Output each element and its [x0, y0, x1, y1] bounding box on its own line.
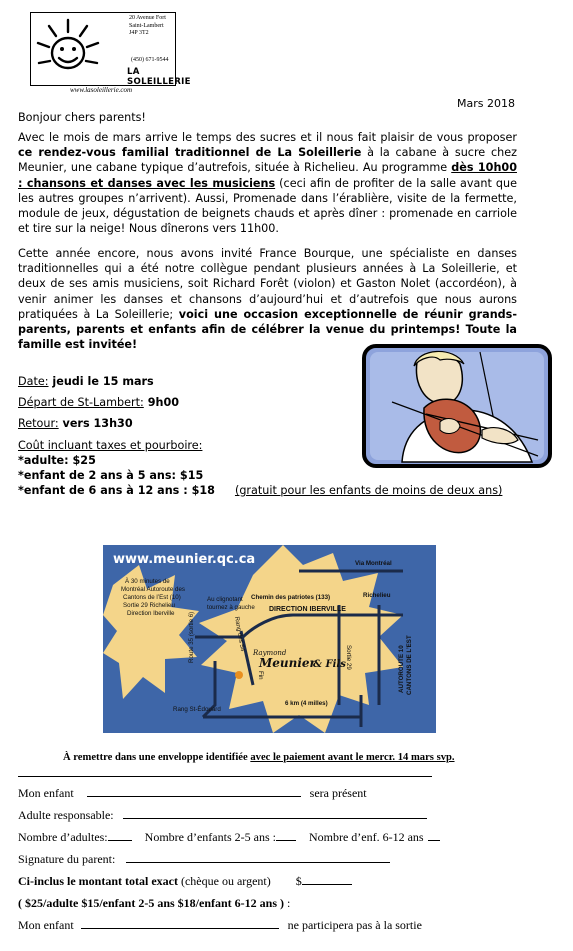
- map-direction-line: Direction Iberville: [127, 610, 175, 617]
- sun-face-icon: [35, 17, 101, 83]
- label-sera-present: sera présent: [309, 786, 367, 800]
- form-line-adulte: [18, 808, 427, 823]
- map-sortie-label: Sortie 29: [345, 645, 352, 670]
- label-dollar: $: [295, 874, 302, 888]
- map-chemin-label: Chemin des patriotes (133): [251, 594, 331, 601]
- montant-field[interactable]: [302, 874, 352, 885]
- map-direction-line: Cantons de l’Est (10): [123, 594, 181, 601]
- map-cantons-label: CANTONS DE L’EST: [406, 635, 413, 695]
- address: 20 Avenue Fort Saint-Lambert J4P 3T2: [129, 15, 166, 36]
- label-mon-enfant-absent: Mon enfant: [18, 918, 74, 932]
- map-via-montreal: Via Montréal: [355, 560, 392, 567]
- form-divider: [18, 776, 432, 777]
- label-adulte-responsable: Adulte responsable:: [18, 808, 114, 822]
- nb-enfants-2-5-field[interactable]: [276, 830, 296, 841]
- greeting: Bonjour chers parents!: [18, 111, 146, 124]
- map-direction-line: Sortie 29 Richelieu: [123, 602, 175, 609]
- paragraph-intro: Avec le mois de mars arrive le temps des sucres et il nous fait plaisir de vous proposer ce rendez-vous familial traditionnel de La Soleillerie à la cabane à sucre chez Meunier, une cabane typique d’autrefois, située à Richelieu. Au programme dès 10h00 : chansons et danses avec les musiciens (ceci afin de profiter de la salle avant que les autres groupes n’arrivent). Aussi, Promenade dans l’érablière, visite de la fermette, module de jeux, dégustation de beignets chauds et après dîner : promenade en carriole et tire sur la neige! Nous dînerons vers 11h00.: [18, 131, 517, 236]
- label-ci-inclus: Ci-inclus le montant total exact: [18, 874, 178, 888]
- nb-enf-6-12-field[interactable]: [428, 830, 440, 841]
- price-summary: ( $25/adulte $15/enfant 2-5 ans $18/enfant 6-12 ans ): [18, 896, 285, 910]
- label-ne-participera: ne participera pas à la sortie: [287, 918, 422, 932]
- violinist-clipart: [362, 344, 552, 468]
- depart-label: Départ de St-Lambert:: [18, 396, 144, 409]
- map-direction-iberville: DIRECTION IBERVILLE: [269, 606, 346, 613]
- map-turn-note: Au clignotant: [207, 596, 243, 603]
- logo: [30, 12, 191, 87]
- map-rang-st-edouard: Rang St-Édouard: [173, 706, 221, 713]
- form-line-absence: [18, 918, 422, 933]
- form-line-enfant: [18, 786, 367, 801]
- enfant-name-field[interactable]: [87, 786, 301, 797]
- map-fin-label: Fin: [257, 671, 264, 680]
- retour-label: Retour:: [18, 417, 59, 430]
- form-line-montant: [18, 874, 352, 889]
- map-brand-name: Meunier: [259, 656, 316, 670]
- enfant-absent-field[interactable]: [81, 918, 279, 929]
- map-turn-note: tournez à gauche: [207, 604, 255, 611]
- paragraph-musicians: Cette année encore, nous avons invité France Bourque, une spécialiste en danses traditionnelles qui a été notre collègue pendant plusieurs années à La Soleillerie, et deux de ses amis musiciens, soit Richard Forêt (violon) et Gaston Nolet (accordéon), à venir animer les danses et chansons d’aujourd’hui et d’autrefois que nous aurons pratiquées à La Soleillerie; voici une occasion exceptionnelle de réunir grands-parents, parents et enfants afin de célébrer la venue du printemps! Toute la famille est invitée!: [18, 247, 517, 352]
- form-title: À remettre dans une enveloppe identifiée avec le paiement avant le mercr. 14 mars svp.: [63, 752, 455, 763]
- label-nb-enfants-2-5: Nombre d’enfants 2-5 ans :: [144, 830, 276, 844]
- form-line-prices: [18, 896, 290, 911]
- date-value: jeudi le 15 mars: [48, 375, 154, 388]
- label-signature: Signature du parent:: [18, 852, 116, 866]
- label-nb-adultes: Nombre d’adultes:: [18, 830, 108, 844]
- signature-field[interactable]: [126, 852, 390, 863]
- cost-label: Coût incluant taxes et pourboire:: [18, 439, 203, 452]
- map-route35-label: Route 35 (sortie 6): [188, 611, 195, 663]
- map-direction-line: À 30 minutes de: [125, 578, 170, 585]
- map-brand-script: Raymond: [253, 649, 287, 657]
- price-adult: *adulte: $25: [18, 454, 96, 467]
- label-mon-enfant: Mon enfant: [18, 786, 74, 800]
- form-line-counts: [18, 830, 440, 845]
- label-cheque: (chèque ou argent): [177, 874, 271, 888]
- map-brand-fils: & Fils: [313, 659, 346, 670]
- form-line-signature: [18, 852, 390, 867]
- date-label: Date:: [18, 375, 49, 388]
- map-direction-line: Montréal Autoroute des: [121, 586, 185, 593]
- map-richelieu-label: Richelieu: [363, 592, 391, 599]
- brand-name: LA SOLEILLERIE: [127, 67, 191, 87]
- free-note: (gratuit pour les enfants de moins de deux ans): [234, 484, 503, 497]
- retour-value: vers 13h30: [58, 417, 133, 430]
- map-url: www.meunier.qc.ca: [113, 552, 256, 567]
- price-kids-2-5: *enfant de 2 ans à 5 ans: $15: [18, 469, 204, 482]
- map-autoroute-label: AUTOROUTE 10: [398, 645, 405, 693]
- depart-value: 9h00: [143, 396, 180, 409]
- phone-number: (450) 671-9544: [131, 57, 169, 63]
- website-link[interactable]: www.lasoleillerie.com: [70, 86, 133, 94]
- directions-map: [103, 545, 436, 733]
- letter-date: Mars 2018: [457, 97, 515, 110]
- adulte-responsable-field[interactable]: [123, 808, 427, 819]
- price-summary-colon: :: [284, 896, 291, 910]
- map-distance: 6 km (4 milles): [285, 700, 328, 707]
- price-kids-6-12: *enfant de 6 ans à 12 ans : $18: [18, 484, 215, 497]
- nb-adultes-field[interactable]: [108, 830, 132, 841]
- map-rang-des-label: Rang des 54: [233, 616, 247, 652]
- label-nb-enf-6-12: Nombre d’enf. 6-12 ans: [308, 830, 424, 844]
